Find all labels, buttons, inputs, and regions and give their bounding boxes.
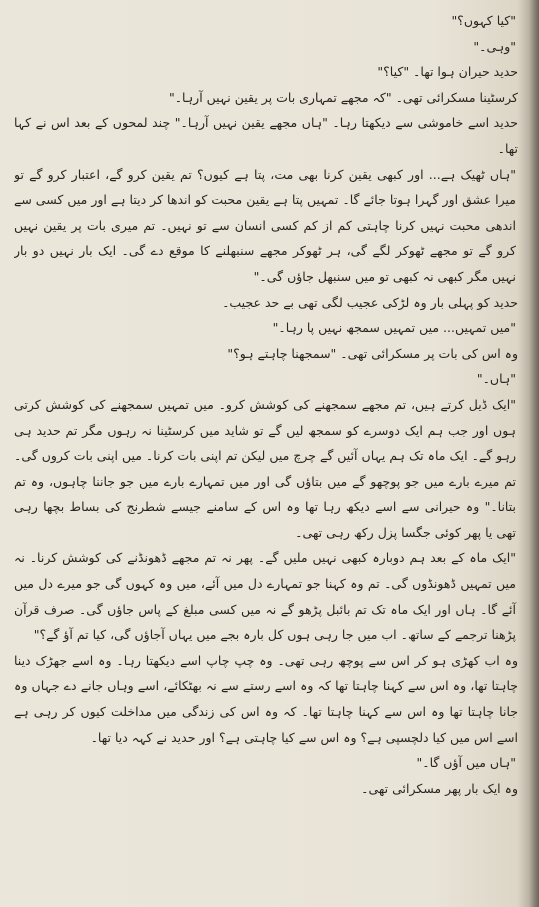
paragraph: حدید کو پہلی بار وہ لڑکی عجیب لگی تھی بے حد عجیب۔ [222,294,518,310]
paragraph: وہ اب کھڑی ہو کر اس سے پوچھ رہی تھی۔ وہ چپ چاپ اسے دیکھتا رہا۔ وہ اسے جھڑک دینا چاہتا تھا، وہ اس سے کہنا چاہتا تھا کہ وہ اسے رستے سے نہ بھٹکائے، اسے وہاں جانے دے جہاں وہ جانا چاہتا تھا وہ اس سے کہنا چاہتا تھا۔ کہ وہ اس کی زندگی میں مداخلت کیوں کر رہی ہے اسے اس میں کیا دلچسپی ہے؟ وہ اس سے کیا چاہتی ہے؟ اور حدید نے کہہ دیا تھا۔ [14,652,518,745]
paragraph: حدید اسے خاموشی سے دیکھتا رہا۔ "ہاں مجھے یقین نہیں آرہا۔" چند لمحوں کے بعد اس نے کہا تھا۔ [14,115,518,156]
paragraph: "ہاں۔" [476,371,516,387]
paragraph: وہ اس کی بات پر مسکرائی تھی۔ "سمجھنا چاہتے ہو؟" [227,345,518,361]
urdu-text-column [14,8,518,902]
paragraph: وہ ایک بار پھر مسکرائی تھی۔ [361,780,518,796]
paragraph: "ایک ڈیل کرتے ہیں، تم مجھے سمجھنے کی کوشش کرو۔ میں تمہیں سمجھنے کی کوشش کرتی ہوں اور جب ہم ایک دوسرے کو سمجھ لیں گے تو شاید میں کرسٹینا نہ رہوں مگر تم حدید ہی رہو گے۔ ایک ماہ تک ہم یہاں آئیں گے چرچ میں لیکن تم اپنی بات کرنا۔ میں اپنی بات کروں گی۔ تم میرے بارے میں جو پوچھو گے میں بتاؤں گی اور میں تمہارے بارے میں جو جاننا چاہوں، وہ تم بتانا۔" وہ حیرانی سے اسے دیکھ رہا تھا وہ اس کے سامنے جیسے شطرنج کی بساط بچھا رہی تھی یا پھر کوئی جگسا پزل رکھ رہی تھی۔ [14,396,516,540]
paragraph: "کیا کہوں؟" [451,13,516,28]
paragraph: "ہاں ٹھیک ہے... اور کبھی یقین کرنا بھی مت، پتا ہے کیوں؟ تم یقین کرو گے، اعتبار کرو گے تو میرا عشق اور گہرا ہوتا جائے گا۔ تمہیں پتا ہے یقین محبت کو اندھا کر دیتا ہے اور میں کسی سے اندھی محبت نہیں کرنا چاہتی کم از کم کسی انسان سے تو نہیں۔ تم میری بات پر یقین نہیں کرو گے تو مجھے ٹھوکر لگے گی، ہر ٹھوکر مجھے سنبھلنے کا موقع دے گی۔ ایک بار نہیں دو بار نہیں مگر کبھی نہ کبھی تو میں سنبھل جاؤں گی۔" [14,166,516,284]
paragraph: "وہی۔" [473,38,516,54]
paragraph: "ایک ماہ کے بعد ہم دوبارہ کبھی نہیں ملیں گے۔ پھر نہ تم مجھے ڈھونڈنے کی کوشش کرنا۔ نہ میں تمہیں ڈھونڈوں گی۔ تم وہ کہنا جو تمہارے دل میں آئے، میں وہ کہوں گی جو میرے دل میں آئے گا۔ ہاں اور ایک ماہ تک تم بائبل پڑھو گے نہ میں کسی مبلغ کے پاس جاؤں گی۔ صرف قرآن پڑھنا ترجمے کے ساتھ۔ اب میں جا رہی ہوں کل بارہ بجے میں یہاں آجاؤں گی، کیا تم آؤ گے؟" [14,550,516,643]
paragraph: "ہاں میں آؤں گا۔" [416,755,516,771]
page-binding-shadow [529,0,539,907]
paragraph: کرسٹینا مسکرائی تھی۔ "کہ مجھے تمہاری بات پر یقین نہیں آرہا۔" [168,89,518,105]
paragraph: حدید حیران ہوا تھا۔ "کیا؟" [377,64,518,80]
paragraph: "میں تمہیں... میں تمہیں سمجھ نہیں پا رہا۔" [272,320,516,336]
